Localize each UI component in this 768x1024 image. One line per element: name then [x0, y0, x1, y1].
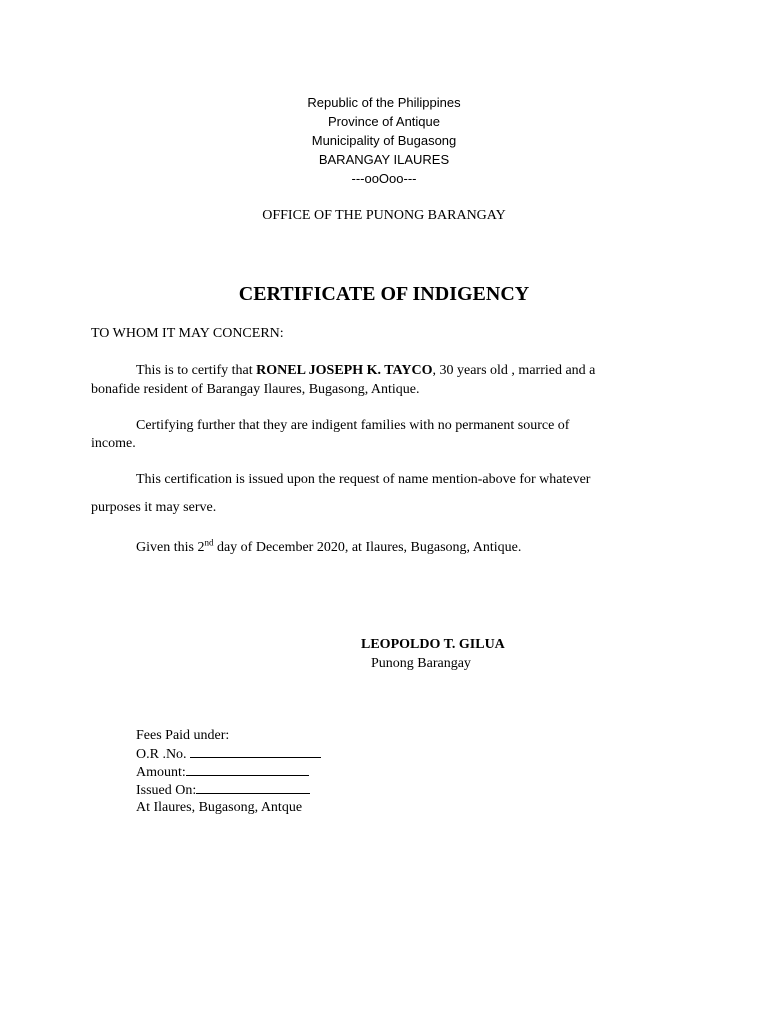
header-barangay: BARANGAY ILAURES — [318, 152, 450, 167]
paragraph-3-line-2: purposes it may serve. — [91, 500, 217, 515]
issued-on-blank — [196, 783, 310, 794]
ordinal-suffix: nd — [204, 537, 214, 548]
signatory-name: LEOPOLDO T. GILUA — [361, 637, 505, 652]
given-prefix: Given this 2 — [136, 540, 205, 555]
fees-heading: Fees Paid under: — [136, 728, 230, 743]
header-municipality: Municipality of Bugasong — [311, 133, 457, 148]
paragraph-3-line-1: This certification is issued upon the request of name mention-above for whatever — [136, 472, 591, 487]
signatory-position: Punong Barangay — [371, 656, 471, 671]
resident-name: RONEL JOSEPH K. TAYCO — [256, 363, 433, 378]
header-ornament: ---ooOoo--- — [351, 171, 417, 186]
paragraph-2-line-2: income. — [91, 436, 136, 451]
paragraph-2-line-1: Certifying further that they are indigent families with no permanent source of — [136, 418, 570, 433]
amount-blank — [186, 765, 309, 776]
office-heading: OFFICE OF THE PUNONG BARANGAY — [262, 208, 506, 223]
given-suffix: day of December 2020, at Ilaures, Bugasong, Antique. — [213, 540, 522, 555]
given-date-line — [136, 537, 522, 555]
header-province: Province of Antique — [327, 114, 441, 129]
header-republic: Republic of the Philippines — [307, 95, 461, 110]
document-title: CERTIFICATE OF INDIGENCY — [238, 283, 530, 305]
or-number-field — [136, 747, 321, 762]
issued-on-field — [136, 783, 310, 798]
amount-field — [136, 765, 309, 780]
paragraph-1-line-1 — [136, 364, 595, 378]
or-number-blank — [190, 747, 321, 758]
fees-place: At Ilaures, Bugasong, Antque — [136, 800, 303, 815]
paragraph-1-prefix: This is to certify that — [136, 363, 257, 378]
amount-label: Amount: — [136, 765, 186, 780]
paragraph-1-suffix: , 30 years old , married and a — [432, 363, 596, 378]
or-number-label: O.R .No. — [136, 747, 191, 762]
paragraph-1-line-2: bonafide resident of Barangay Ilaures, Bugasong, Antique. — [91, 382, 420, 397]
salutation: TO WHOM IT MAY CONCERN: — [91, 326, 284, 341]
issued-on-label: Issued On: — [136, 783, 197, 798]
